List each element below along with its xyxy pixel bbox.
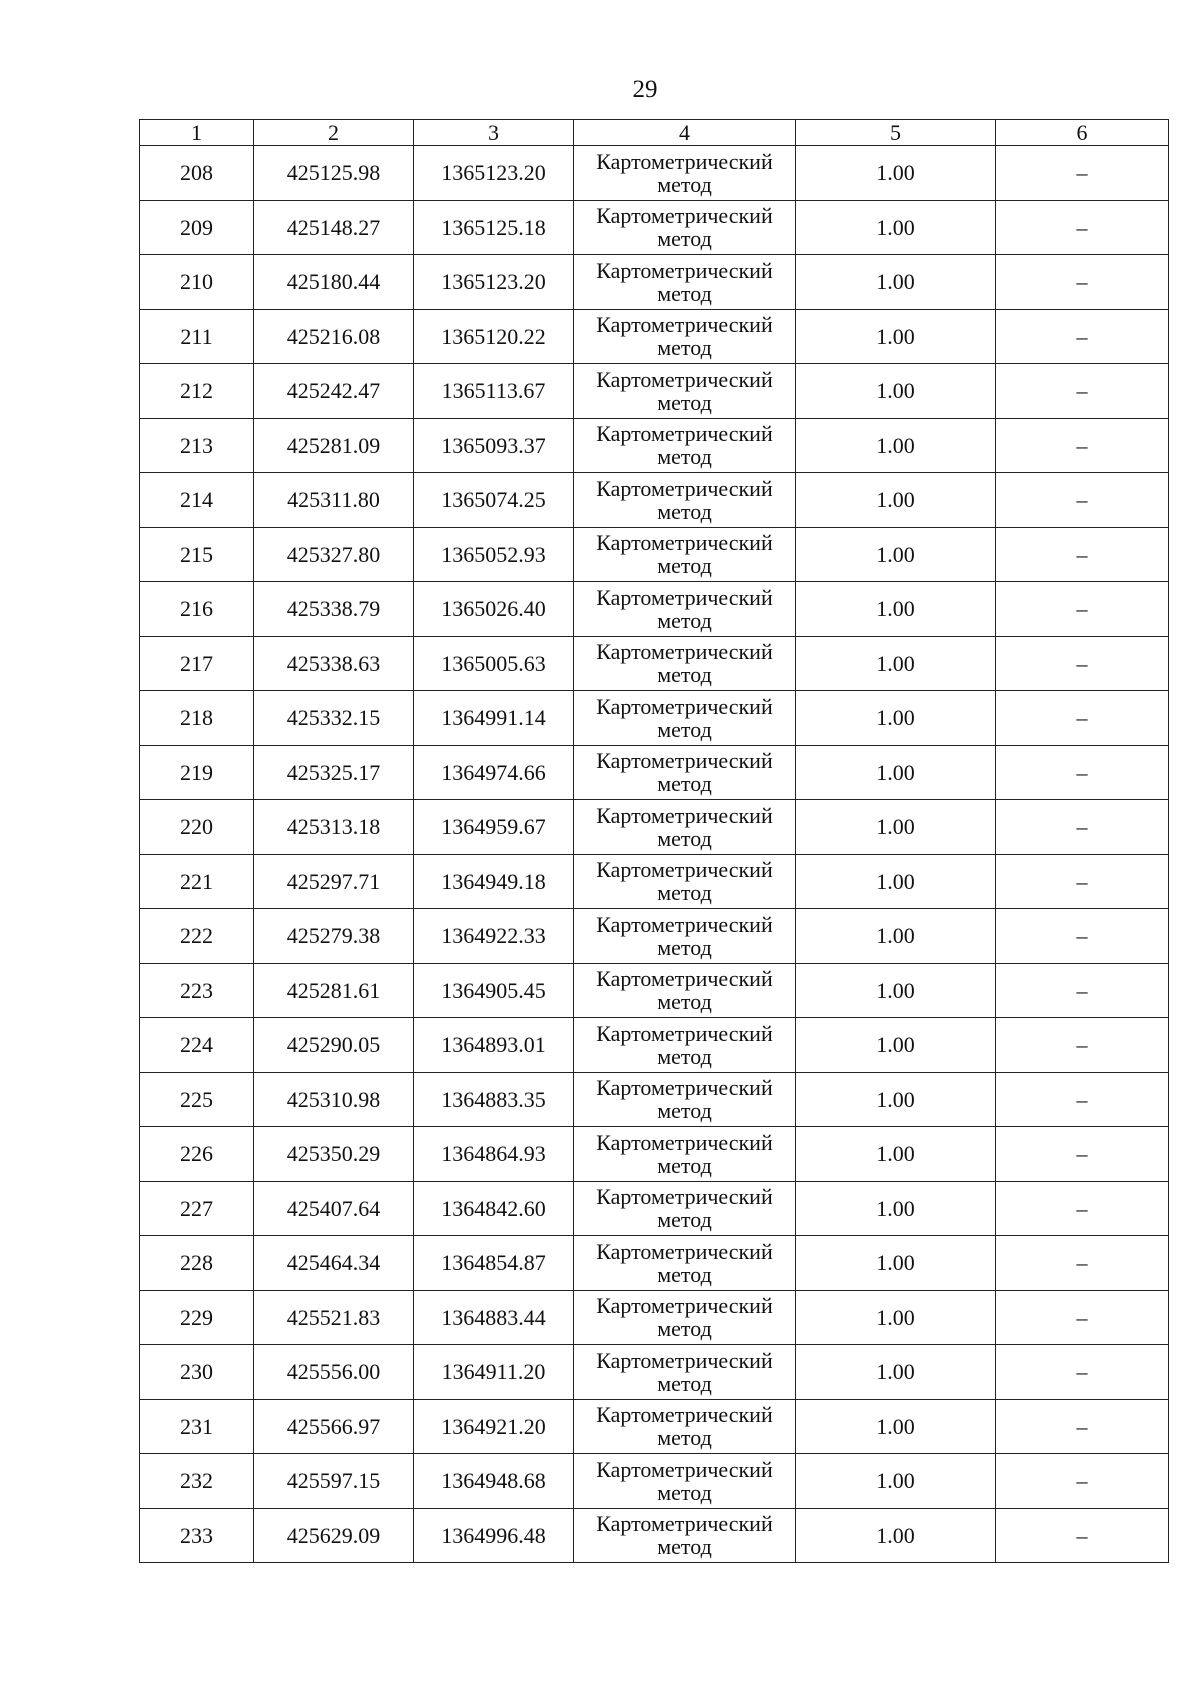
method-cell (574, 255, 796, 310)
point-number-cell: 215 (140, 527, 254, 582)
point-number-cell: 214 (140, 473, 254, 528)
method-line-1: Картометрический (596, 1075, 773, 1101)
method-line-2: метод (657, 716, 712, 742)
x-coordinate-cell: 425332.15 (254, 691, 414, 746)
point-number-cell: 231 (140, 1399, 254, 1454)
table-row (140, 473, 1169, 528)
accuracy-cell: 1.00 (796, 1345, 996, 1400)
point-number-cell: 212 (140, 364, 254, 419)
y-coordinate-cell: 1364864.93 (414, 1127, 574, 1182)
y-coordinate-cell: 1364883.35 (414, 1072, 574, 1127)
table-row (140, 418, 1169, 473)
x-coordinate-cell: 425566.97 (254, 1399, 414, 1454)
point-number-cell: 218 (140, 691, 254, 746)
method-line-1: Картометрический (596, 802, 773, 828)
y-coordinate-cell: 1365113.67 (414, 364, 574, 419)
accuracy-cell: 1.00 (796, 963, 996, 1018)
column-header-1: 1 (140, 120, 254, 146)
note-cell: – (996, 309, 1169, 364)
column-header-3: 3 (414, 120, 574, 146)
method-line-2: метод (657, 934, 712, 960)
point-number-cell: 225 (140, 1072, 254, 1127)
method-cell (574, 909, 796, 964)
method-line-1: Картометрический (596, 257, 773, 283)
note-cell: – (996, 1127, 1169, 1182)
accuracy-cell: 1.00 (796, 146, 996, 201)
x-coordinate-cell: 425338.79 (254, 582, 414, 637)
x-coordinate-cell: 425521.83 (254, 1290, 414, 1345)
y-coordinate-cell: 1365120.22 (414, 309, 574, 364)
accuracy-cell: 1.00 (796, 1127, 996, 1182)
x-coordinate-cell: 425629.09 (254, 1508, 414, 1563)
method-line-1: Картометрический (596, 748, 773, 774)
table-row (140, 963, 1169, 1018)
method-line-1: Картометрический (596, 1020, 773, 1046)
accuracy-cell: 1.00 (796, 1454, 996, 1509)
table-row (140, 582, 1169, 637)
x-coordinate-cell: 425242.47 (254, 364, 414, 419)
note-cell: – (996, 473, 1169, 528)
accuracy-cell: 1.00 (796, 800, 996, 855)
accuracy-cell: 1.00 (796, 745, 996, 800)
x-coordinate-cell: 425597.15 (254, 1454, 414, 1509)
accuracy-cell: 1.00 (796, 854, 996, 909)
method-cell (574, 1508, 796, 1563)
accuracy-cell: 1.00 (796, 1181, 996, 1236)
point-number-cell: 229 (140, 1290, 254, 1345)
method-line-2: метод (657, 1370, 712, 1396)
table-row (140, 1454, 1169, 1509)
y-coordinate-cell: 1364911.20 (414, 1345, 574, 1400)
point-number-cell: 226 (140, 1127, 254, 1182)
note-cell: – (996, 418, 1169, 473)
x-coordinate-cell: 425464.34 (254, 1236, 414, 1291)
note-cell: – (996, 1181, 1169, 1236)
method-line-2: метод (657, 1207, 712, 1233)
method-cell (574, 1399, 796, 1454)
x-coordinate-cell: 425290.05 (254, 1018, 414, 1073)
note-cell: – (996, 1072, 1169, 1127)
method-cell (574, 854, 796, 909)
method-line-2: метод (657, 498, 712, 524)
x-coordinate-cell: 425310.98 (254, 1072, 414, 1127)
y-coordinate-cell: 1365052.93 (414, 527, 574, 582)
y-coordinate-cell: 1365125.18 (414, 200, 574, 255)
table-body (140, 146, 1169, 1563)
method-cell (574, 200, 796, 255)
accuracy-cell: 1.00 (796, 691, 996, 746)
table-row (140, 1236, 1169, 1291)
accuracy-cell: 1.00 (796, 255, 996, 310)
method-line-1: Картометрический (596, 203, 773, 229)
accuracy-cell: 1.00 (796, 1236, 996, 1291)
method-cell (574, 527, 796, 582)
method-line-1: Картометрический (596, 966, 773, 992)
x-coordinate-cell: 425216.08 (254, 309, 414, 364)
method-cell (574, 1072, 796, 1127)
method-line-2: метод (657, 1425, 712, 1451)
note-cell: – (996, 200, 1169, 255)
accuracy-cell: 1.00 (796, 1508, 996, 1563)
point-number-cell: 230 (140, 1345, 254, 1400)
table-row (140, 636, 1169, 691)
point-number-cell: 224 (140, 1018, 254, 1073)
method-line-2: метод (657, 825, 712, 851)
note-cell: – (996, 745, 1169, 800)
y-coordinate-cell: 1364922.33 (414, 909, 574, 964)
method-line-1: Картометрический (596, 693, 773, 719)
method-cell (574, 473, 796, 528)
method-cell (574, 1127, 796, 1182)
note-cell: – (996, 1508, 1169, 1563)
method-line-2: метод (657, 335, 712, 361)
method-cell (574, 1290, 796, 1345)
accuracy-cell: 1.00 (796, 364, 996, 419)
y-coordinate-cell: 1364883.44 (414, 1290, 574, 1345)
note-cell: – (996, 364, 1169, 419)
point-number-cell: 219 (140, 745, 254, 800)
note-cell: – (996, 1345, 1169, 1400)
method-line-1: Картометрический (596, 1293, 773, 1319)
method-line-1: Картометрический (596, 857, 773, 883)
point-number-cell: 232 (140, 1454, 254, 1509)
table-header (140, 120, 1169, 146)
method-line-2: метод (657, 171, 712, 197)
accuracy-cell: 1.00 (796, 1072, 996, 1127)
table-row (140, 1181, 1169, 1236)
method-cell (574, 1454, 796, 1509)
y-coordinate-cell: 1365123.20 (414, 255, 574, 310)
point-number-cell: 209 (140, 200, 254, 255)
note-cell: – (996, 909, 1169, 964)
point-number-cell: 210 (140, 255, 254, 310)
point-number-cell: 208 (140, 146, 254, 201)
note-cell: – (996, 691, 1169, 746)
method-line-1: Картометрический (596, 1511, 773, 1537)
y-coordinate-cell: 1364996.48 (414, 1508, 574, 1563)
x-coordinate-cell: 425556.00 (254, 1345, 414, 1400)
method-line-1: Картометрический (596, 475, 773, 501)
point-number-cell: 213 (140, 418, 254, 473)
note-cell: – (996, 1018, 1169, 1073)
table-row (140, 146, 1169, 201)
method-line-2: метод (657, 607, 712, 633)
point-number-cell: 228 (140, 1236, 254, 1291)
point-number-cell: 216 (140, 582, 254, 637)
column-header-2: 2 (254, 120, 414, 146)
method-cell (574, 636, 796, 691)
y-coordinate-cell: 1364893.01 (414, 1018, 574, 1073)
table-row (140, 1072, 1169, 1127)
method-line-2: метод (657, 1479, 712, 1505)
table-row (140, 691, 1169, 746)
method-line-2: метод (657, 1043, 712, 1069)
accuracy-cell: 1.00 (796, 1399, 996, 1454)
method-line-1: Картометрический (596, 1402, 773, 1428)
note-cell: – (996, 527, 1169, 582)
x-coordinate-cell: 425297.71 (254, 854, 414, 909)
column-header-4: 4 (574, 120, 796, 146)
method-line-1: Картометрический (596, 530, 773, 556)
note-cell: – (996, 854, 1169, 909)
table-row (140, 745, 1169, 800)
method-line-2: метод (657, 1098, 712, 1124)
method-cell (574, 1018, 796, 1073)
method-line-2: метод (657, 989, 712, 1015)
method-line-1: Картометрический (596, 639, 773, 665)
y-coordinate-cell: 1364948.68 (414, 1454, 574, 1509)
y-coordinate-cell: 1364842.60 (414, 1181, 574, 1236)
method-line-2: метод (657, 389, 712, 415)
table-row (140, 909, 1169, 964)
note-cell: – (996, 1290, 1169, 1345)
x-coordinate-cell: 425279.38 (254, 909, 414, 964)
table-row (140, 1018, 1169, 1073)
x-coordinate-cell: 425281.61 (254, 963, 414, 1018)
method-line-1: Картометрический (596, 1238, 773, 1264)
accuracy-cell: 1.00 (796, 1290, 996, 1345)
x-coordinate-cell: 425350.29 (254, 1127, 414, 1182)
method-line-2: метод (657, 1534, 712, 1560)
table-row (140, 800, 1169, 855)
page-number: 29 (632, 76, 658, 103)
y-coordinate-cell: 1365123.20 (414, 146, 574, 201)
method-line-1: Картометрический (596, 1129, 773, 1155)
accuracy-cell: 1.00 (796, 527, 996, 582)
column-header-6: 6 (996, 120, 1169, 146)
note-cell: – (996, 800, 1169, 855)
method-line-2: метод (657, 280, 712, 306)
note-cell: – (996, 1399, 1169, 1454)
method-line-1: Картометрический (596, 1184, 773, 1210)
accuracy-cell: 1.00 (796, 636, 996, 691)
accuracy-cell: 1.00 (796, 909, 996, 964)
y-coordinate-cell: 1365093.37 (414, 418, 574, 473)
method-line-1: Картометрический (596, 584, 773, 610)
table-row (140, 364, 1169, 419)
method-cell (574, 146, 796, 201)
table-row (140, 1290, 1169, 1345)
note-cell: – (996, 255, 1169, 310)
x-coordinate-cell: 425327.80 (254, 527, 414, 582)
table-row (140, 1127, 1169, 1182)
accuracy-cell: 1.00 (796, 582, 996, 637)
accuracy-cell: 1.00 (796, 200, 996, 255)
x-coordinate-cell: 425125.98 (254, 146, 414, 201)
x-coordinate-cell: 425338.63 (254, 636, 414, 691)
point-number-cell: 227 (140, 1181, 254, 1236)
method-line-2: метод (657, 226, 712, 252)
method-line-1: Картометрический (596, 366, 773, 392)
y-coordinate-cell: 1364959.67 (414, 800, 574, 855)
table-row (140, 255, 1169, 310)
table-row (140, 1345, 1169, 1400)
accuracy-cell: 1.00 (796, 418, 996, 473)
table-row (140, 1399, 1169, 1454)
y-coordinate-cell: 1364854.87 (414, 1236, 574, 1291)
accuracy-cell: 1.00 (796, 309, 996, 364)
method-line-2: метод (657, 880, 712, 906)
y-coordinate-cell: 1364991.14 (414, 691, 574, 746)
method-line-2: метод (657, 553, 712, 579)
method-line-1: Картометрический (596, 911, 773, 937)
y-coordinate-cell: 1364949.18 (414, 854, 574, 909)
method-cell (574, 800, 796, 855)
point-number-cell: 217 (140, 636, 254, 691)
x-coordinate-cell: 425281.09 (254, 418, 414, 473)
method-line-1: Картометрический (596, 421, 773, 447)
method-cell (574, 418, 796, 473)
y-coordinate-cell: 1365074.25 (414, 473, 574, 528)
table-row (140, 854, 1169, 909)
method-line-2: метод (657, 771, 712, 797)
note-cell: – (996, 1454, 1169, 1509)
method-line-1: Картометрический (596, 148, 773, 174)
x-coordinate-cell: 425407.64 (254, 1181, 414, 1236)
note-cell: – (996, 146, 1169, 201)
method-line-1: Картометрический (596, 1456, 773, 1482)
method-cell (574, 745, 796, 800)
method-cell (574, 364, 796, 419)
x-coordinate-cell: 425325.17 (254, 745, 414, 800)
table-row (140, 309, 1169, 364)
method-cell (574, 963, 796, 1018)
table-row (140, 1508, 1169, 1563)
x-coordinate-cell: 425180.44 (254, 255, 414, 310)
point-number-cell: 233 (140, 1508, 254, 1563)
accuracy-cell: 1.00 (796, 473, 996, 528)
note-cell: – (996, 1236, 1169, 1291)
method-cell (574, 1181, 796, 1236)
column-header-5: 5 (796, 120, 996, 146)
method-line-2: метод (657, 444, 712, 470)
accuracy-cell: 1.00 (796, 1018, 996, 1073)
y-coordinate-cell: 1365026.40 (414, 582, 574, 637)
y-coordinate-cell: 1364974.66 (414, 745, 574, 800)
method-line-1: Картометрический (596, 312, 773, 338)
x-coordinate-cell: 425148.27 (254, 200, 414, 255)
table-row (140, 200, 1169, 255)
table-row (140, 527, 1169, 582)
x-coordinate-cell: 425313.18 (254, 800, 414, 855)
method-cell (574, 582, 796, 637)
point-number-cell: 221 (140, 854, 254, 909)
point-number-cell: 222 (140, 909, 254, 964)
point-number-cell: 211 (140, 309, 254, 364)
method-line-2: метод (657, 662, 712, 688)
method-line-2: метод (657, 1316, 712, 1342)
method-line-2: метод (657, 1261, 712, 1287)
note-cell: – (996, 636, 1169, 691)
y-coordinate-cell: 1364921.20 (414, 1399, 574, 1454)
y-coordinate-cell: 1365005.63 (414, 636, 574, 691)
method-line-2: метод (657, 1152, 712, 1178)
point-number-cell: 220 (140, 800, 254, 855)
method-cell (574, 691, 796, 746)
point-number-cell: 223 (140, 963, 254, 1018)
coordinates-table (139, 119, 1169, 1563)
method-cell (574, 1345, 796, 1400)
method-cell (574, 309, 796, 364)
x-coordinate-cell: 425311.80 (254, 473, 414, 528)
y-coordinate-cell: 1364905.45 (414, 963, 574, 1018)
method-cell (574, 1236, 796, 1291)
header-row (140, 120, 1169, 146)
method-line-1: Картометрический (596, 1347, 773, 1373)
note-cell: – (996, 963, 1169, 1018)
note-cell: – (996, 582, 1169, 637)
